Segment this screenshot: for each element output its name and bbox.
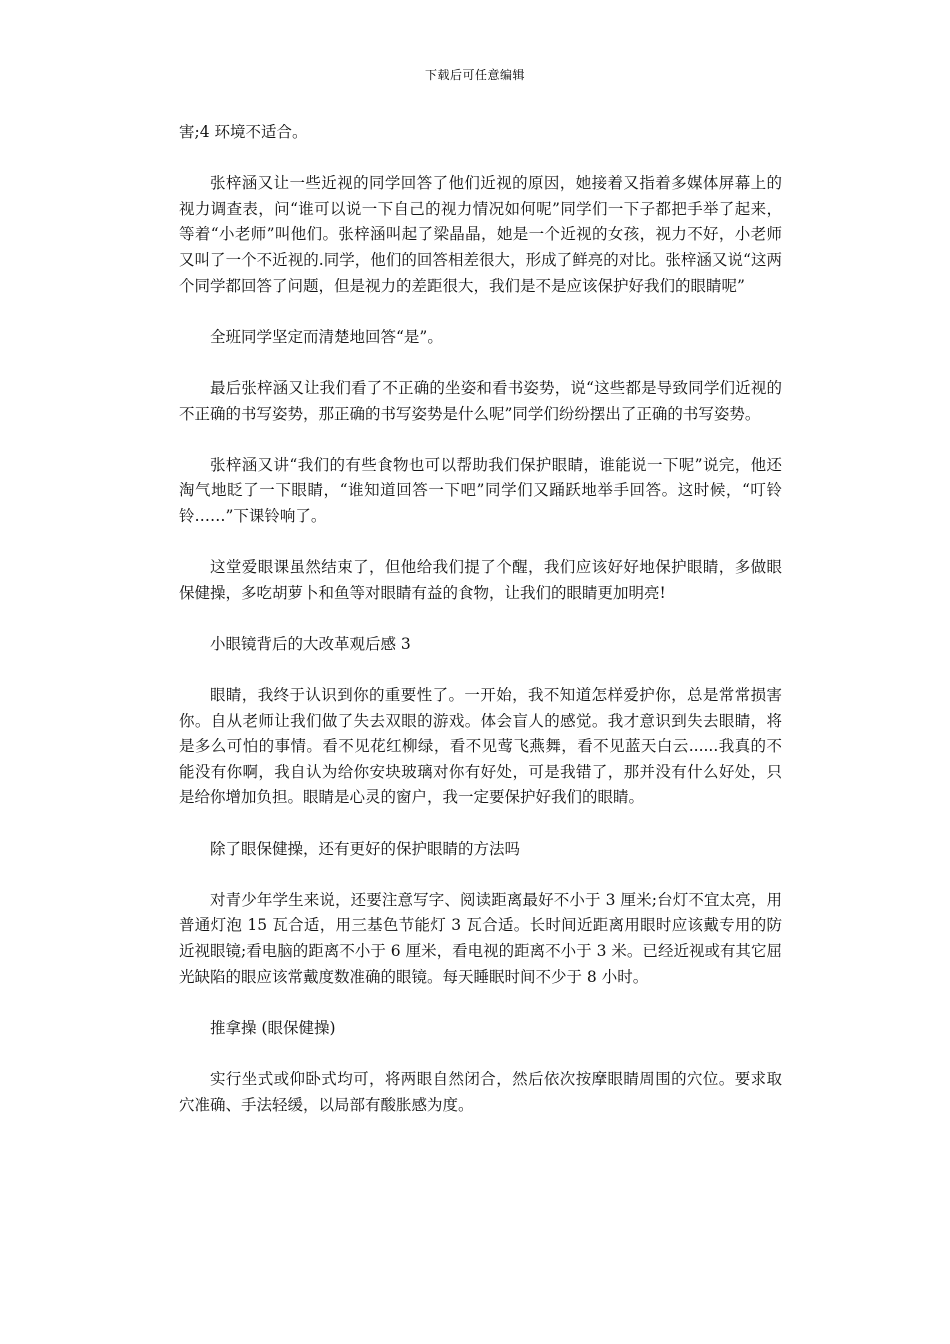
paragraph: 对青少年学生来说，还要注意写字、阅读距离最好不小于 3 厘米;台灯不宜太亮，用普通灯泡 15 瓦合适，用三基色节能灯 3 瓦合适。长时间近距离用眼时应该戴专用的防近视眼镜;看电脑的距离不小于 6 厘米，看电视的距离不小于 3 米。已经近视或有其它屈光缺陷的眼应该常戴度数准确的眼镜。每天睡眠时间不少于 8 小时。 (179, 890, 782, 986)
paragraph: 张梓涵又让一些近视的同学回答了他们近视的原因，她接着又指着多媒体屏幕上的视力调查表，问“谁可以说一下自己的视力情况如何呢”同学们一下子都把手举了起来，等着“小老师”叫他们。张梓涵叫起了梁晶晶，她是一个近视的女孩，视力不好，小老师又叫了一个不近视的.同学，他们的回答相差很大，形成了鲜亮的对比。张梓涵又说“这两个同学都回答了问题，但是视力的差距很大，我们是不是应该保护好我们的眼睛呢” (179, 174, 782, 295)
section-heading: 推拿操 (眼保健操) (210, 1018, 336, 1037)
paragraph: 这堂爱眼课虽然结束了，但他给我们提了个醒，我们应该好好地保护眼睛，多做眼保健操，多吃胡萝卜和鱼等对眼睛有益的食物，让我们的眼睛更加明亮! (179, 558, 782, 602)
section-heading: 小眼镜背后的大改革观后感 3 (210, 634, 411, 653)
paragraph: 害;4 环境不适合。 (179, 123, 308, 141)
paragraph: 全班同学坚定而清楚地回答“是”。 (210, 327, 443, 346)
paragraph: 眼睛，我终于认识到你的重要性了。一开始，我不知道怎样爱护你，总是常常损害你。自从老师让我们做了失去双眼的游戏。体会盲人的感觉。我才意识到失去眼睛，将是多么可怕的事情。看不见花红柳绿，看不见莺飞燕舞，看不见蓝天白云......我真的不能没有你啊，我自认为给你安块玻璃对你有好处，可是我错了，那并没有什么好处，只是给你增加负担。眼睛是心灵的窗户，我一定要保护好我们的眼睛。 (179, 686, 782, 807)
section-heading: 除了眼保健操，还有更好的保护眼睛的方法吗 (210, 839, 521, 858)
paragraph: 实行坐式或仰卧式均可，将两眼自然闭合，然后依次按摩眼睛周围的穴位。要求取穴准确、手法轻缓，以局部有酸胀感为度。 (179, 1069, 782, 1114)
document-body (179, 120, 782, 1144)
paragraph: 最后张梓涵又让我们看了不正确的坐姿和看书姿势，说“这些都是导致同学们近视的不正确的书写姿势，那正确的书写姿势是什么呢”同学们纷纷摆出了正确的书写姿势。 (179, 378, 782, 423)
paragraph: 张梓涵又讲“我们的有些食物也可以帮助我们保护眼睛，谁能说一下呢”说完，他还淘气地眨了一下眼睛，“谁知道回答一下吧”同学们又踊跃地举手回答。这时候，“叮铃铃……”下课铃响了。 (179, 455, 782, 525)
page-header: 下载后可任意编辑 (424, 68, 525, 82)
